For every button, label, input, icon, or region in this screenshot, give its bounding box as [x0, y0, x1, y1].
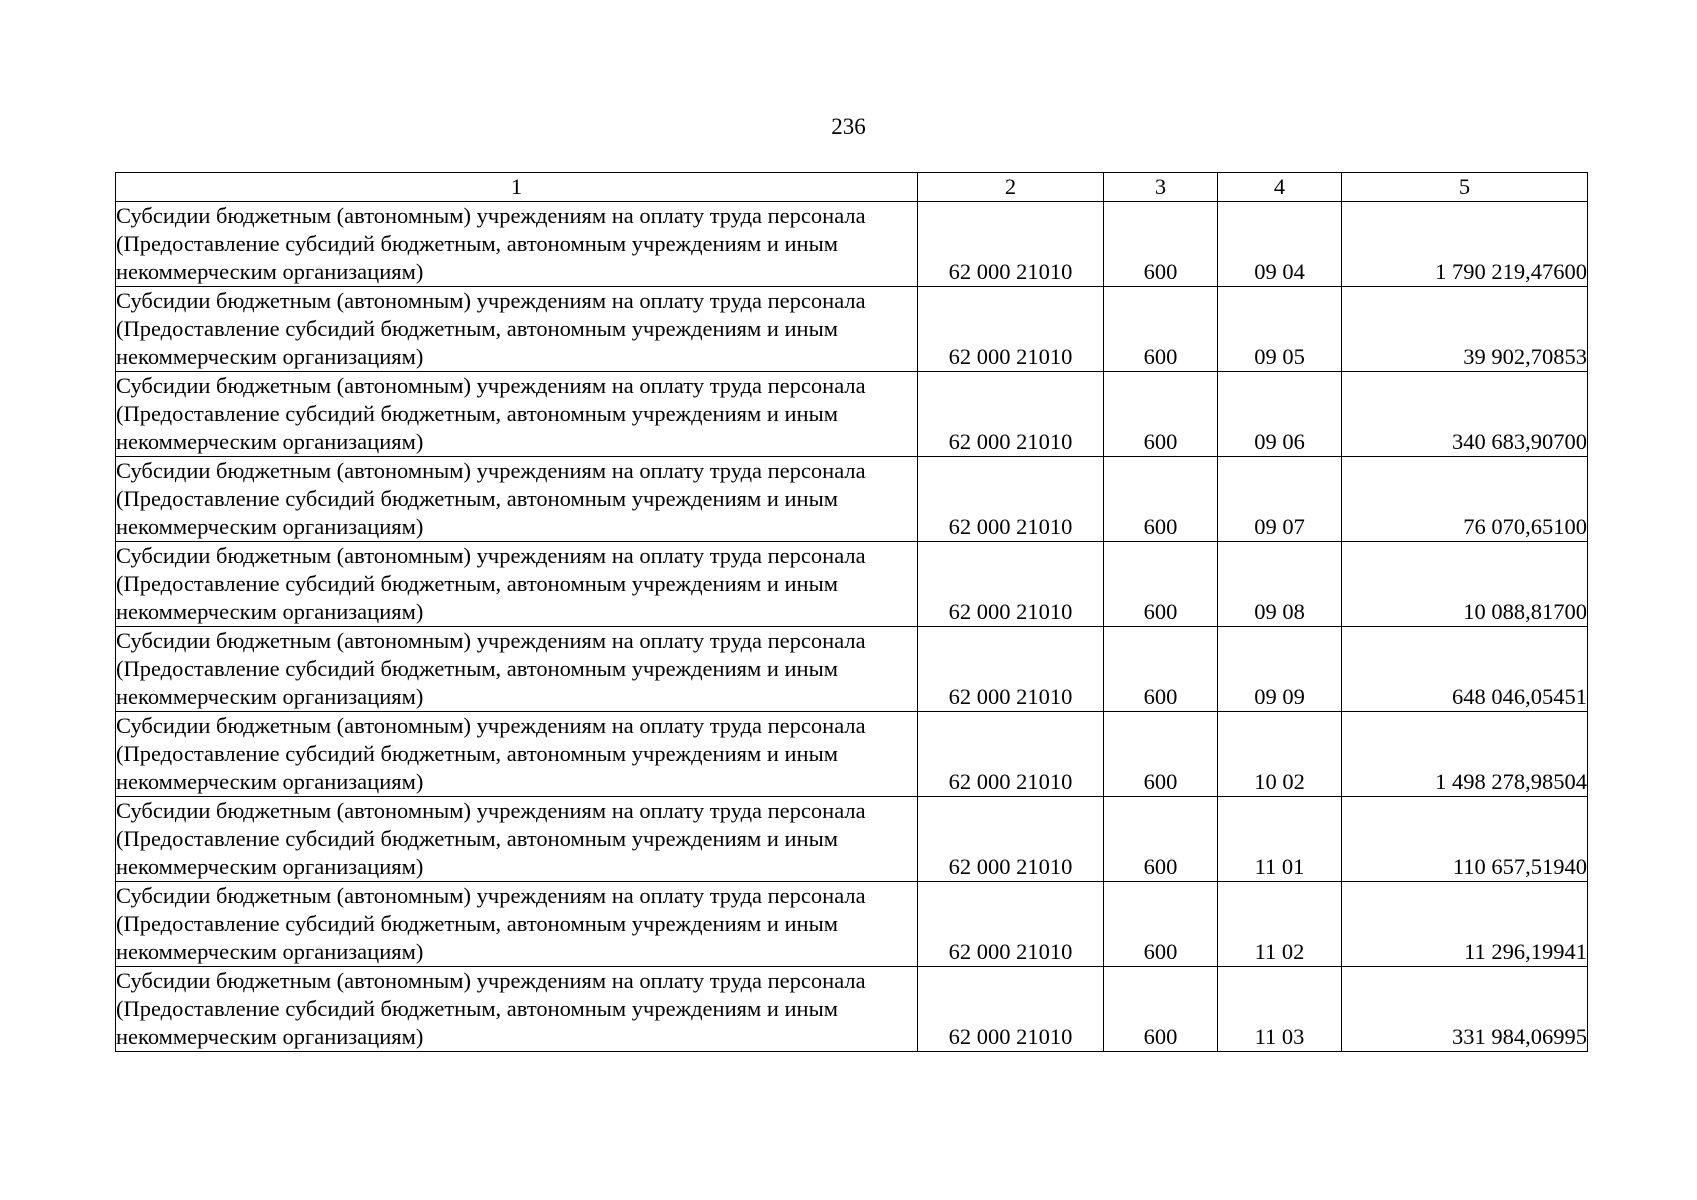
table-row: [116, 542, 1588, 627]
row-description: Субсидии бюджетным (автономным) учреждениям на оплату труда персонала (Предоставление субсидий бюджетным, автономным учреждениям и иным некоммерческим организациям): [116, 287, 918, 372]
row-code: 62 000 21010: [918, 202, 1104, 287]
row-description: Субсидии бюджетным (автономным) учреждениям на оплату труда персонала (Предоставление субсидий бюджетным, автономным учреждениям и иным некоммерческим организациям): [116, 202, 918, 287]
row-section: 09 09: [1218, 627, 1342, 712]
row-code: 62 000 21010: [918, 967, 1104, 1052]
row-type: 600: [1104, 882, 1218, 967]
row-section: 09 04: [1218, 202, 1342, 287]
table-row: [116, 967, 1588, 1052]
table-body: [116, 202, 1588, 1052]
row-description: Субсидии бюджетным (автономным) учреждениям на оплату труда персонала (Предоставление субсидий бюджетным, автономным учреждениям и иным некоммерческим организациям): [116, 372, 918, 457]
row-code: 62 000 21010: [918, 797, 1104, 882]
header-col-1: 1: [116, 173, 918, 202]
row-section: 11 01: [1218, 797, 1342, 882]
table-row: [116, 457, 1588, 542]
row-code: 62 000 21010: [918, 627, 1104, 712]
row-description: Субсидии бюджетным (автономным) учреждениям на оплату труда персонала (Предоставление субсидий бюджетным, автономным учреждениям и иным некоммерческим организациям): [116, 457, 918, 542]
row-description: Субсидии бюджетным (автономным) учреждениям на оплату труда персонала (Предоставление субсидий бюджетным, автономным учреждениям и иным некоммерческим организациям): [116, 967, 918, 1052]
row-code: 62 000 21010: [918, 712, 1104, 797]
row-description: Субсидии бюджетным (автономным) учреждениям на оплату труда персонала (Предоставление субсидий бюджетным, автономным учреждениям и иным некоммерческим организациям): [116, 882, 918, 967]
row-section: 09 07: [1218, 457, 1342, 542]
table-header: [116, 173, 1588, 202]
header-col-4: 4: [1218, 173, 1342, 202]
row-description: Субсидии бюджетным (автономным) учреждениям на оплату труда персонала (Предоставление субсидий бюджетным, автономным учреждениям и иным некоммерческим организациям): [116, 712, 918, 797]
row-code: 62 000 21010: [918, 372, 1104, 457]
header-row: [116, 173, 1588, 202]
row-amount: 340 683,90700: [1342, 372, 1588, 457]
row-section: 10 02: [1218, 712, 1342, 797]
row-type: 600: [1104, 627, 1218, 712]
row-section: 09 08: [1218, 542, 1342, 627]
table-row: [116, 372, 1588, 457]
row-code: 62 000 21010: [918, 882, 1104, 967]
table-row: [116, 797, 1588, 882]
page-number: 236: [831, 114, 866, 139]
table-row: [116, 627, 1588, 712]
table-row: [116, 712, 1588, 797]
row-type: 600: [1104, 542, 1218, 627]
row-description: Субсидии бюджетным (автономным) учреждениям на оплату труда персонала (Предоставление субсидий бюджетным, автономным учреждениям и иным некоммерческим организациям): [116, 627, 918, 712]
row-type: 600: [1104, 287, 1218, 372]
row-amount: 11 296,19941: [1342, 882, 1588, 967]
row-amount: 1 790 219,47600: [1342, 202, 1588, 287]
budget-table: [115, 172, 1588, 1052]
row-amount: 648 046,05451: [1342, 627, 1588, 712]
row-section: 11 03: [1218, 967, 1342, 1052]
row-description: Субсидии бюджетным (автономным) учреждениям на оплату труда персонала (Предоставление субсидий бюджетным, автономным учреждениям и иным некоммерческим организациям): [116, 797, 918, 882]
row-code: 62 000 21010: [918, 287, 1104, 372]
row-amount: 1 498 278,98504: [1342, 712, 1588, 797]
table-row: [116, 882, 1588, 967]
row-amount: 110 657,51940: [1342, 797, 1588, 882]
row-amount: 39 902,70853: [1342, 287, 1588, 372]
table-row: [116, 287, 1588, 372]
row-amount: 331 984,06995: [1342, 967, 1588, 1052]
row-type: 600: [1104, 712, 1218, 797]
row-amount: 76 070,65100: [1342, 457, 1588, 542]
row-type: 600: [1104, 457, 1218, 542]
table-row: [116, 202, 1588, 287]
row-description: Субсидии бюджетным (автономным) учреждениям на оплату труда персонала (Предоставление субсидий бюджетным, автономным учреждениям и иным некоммерческим организациям): [116, 542, 918, 627]
row-amount: 10 088,81700: [1342, 542, 1588, 627]
row-type: 600: [1104, 797, 1218, 882]
row-section: 09 05: [1218, 287, 1342, 372]
row-code: 62 000 21010: [918, 542, 1104, 627]
row-type: 600: [1104, 967, 1218, 1052]
row-section: 09 06: [1218, 372, 1342, 457]
row-section: 11 02: [1218, 882, 1342, 967]
row-code: 62 000 21010: [918, 457, 1104, 542]
header-col-5: 5: [1342, 173, 1588, 202]
header-col-3: 3: [1104, 173, 1218, 202]
header-col-2: 2: [918, 173, 1104, 202]
row-type: 600: [1104, 202, 1218, 287]
row-type: 600: [1104, 372, 1218, 457]
